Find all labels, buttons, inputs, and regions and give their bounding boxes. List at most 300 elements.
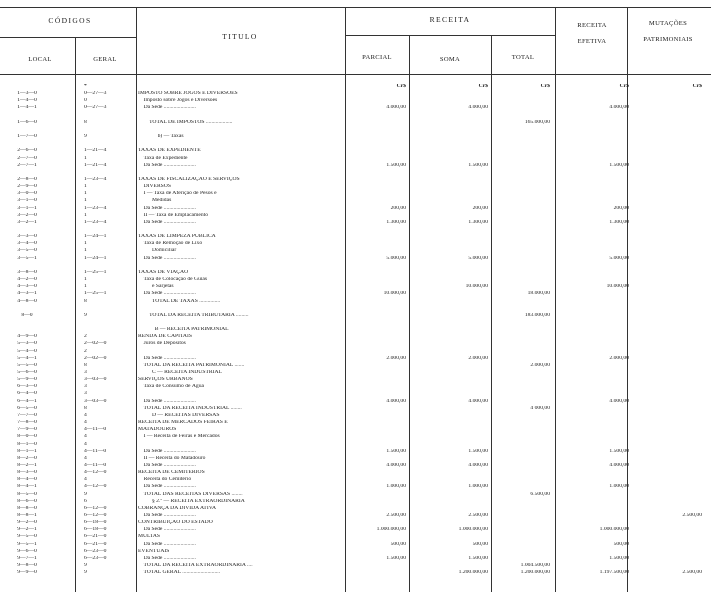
cell-efetiva: 1.500,00: [609, 555, 629, 561]
cell-titulo: RENDA DE CAPITAIS: [138, 334, 192, 340]
cell-local: 3—0—0: [17, 191, 37, 197]
header-soma: SOMA: [439, 56, 461, 63]
cell-titulo: TOTAL DA RECEITA TRIBUTARIA .........: [138, 312, 249, 318]
cell-geral: 0—27—3: [84, 105, 107, 111]
cell-titulo: TOTAL DA RECEITA PATRIMONIAL .......: [138, 362, 245, 368]
cell-efetiva: 4.000,00: [609, 105, 629, 111]
cell-geral: 6—23—0: [84, 548, 107, 554]
table-row: [0, 549, 711, 555]
cell-geral: 8: [84, 119, 87, 125]
cell-total: 1.004.500,00: [520, 563, 550, 569]
cell-local: 8—5—0: [17, 491, 37, 497]
cell-local: 8—2—0: [17, 455, 37, 461]
cell-titulo: Taxa de Colocação de Guias: [138, 277, 208, 283]
table-row: [0, 313, 711, 319]
cell-efetiva: 200,00: [613, 205, 629, 211]
cell-local: 9—2—0: [17, 520, 37, 526]
cell-total: Cr$: [540, 84, 550, 89]
cell-total: 2.000,00: [530, 362, 550, 368]
cell-parcial: 4.000,00: [386, 398, 406, 404]
table-row: [0, 184, 711, 190]
cell-geral: 3—03—0: [84, 377, 107, 383]
cell-parcial: 4.000,00: [386, 105, 406, 111]
table-row: [0, 449, 711, 455]
cell-titulo: Da Sede .......................: [138, 105, 196, 111]
cell-titulo: DIVERSOS: [138, 184, 171, 190]
cell-titulo: TOTAL GERAL ...........................: [138, 570, 221, 576]
table-row: [0, 306, 711, 312]
cell-local: 9—6—0: [17, 548, 37, 554]
cell-geral: 0—27—3: [84, 91, 107, 97]
cell-parcial: 1.500,00: [386, 162, 406, 168]
cell-local: 4—3—1: [17, 291, 37, 297]
cell-geral: 1—23—4: [84, 205, 107, 211]
table-row: [0, 506, 711, 512]
cell-geral: 3: [84, 391, 87, 397]
table-row: [0, 227, 711, 233]
cell-efetiva: 10.000,00: [606, 284, 629, 290]
table-row: [0, 284, 711, 290]
cell-local: 5—5—0: [17, 362, 37, 368]
cell-geral: 4: [84, 477, 87, 483]
cell-geral: 1—23—4: [84, 176, 107, 182]
cell-geral: 6—18—0: [84, 520, 107, 526]
cell-titulo: II — Taxa de Emplacamento: [138, 212, 209, 218]
cell-geral: 6: [84, 498, 87, 504]
table-row: [0, 484, 711, 490]
cell-geral: 4: [84, 455, 87, 461]
cell-parcial: 1.300,00: [386, 219, 406, 225]
cell-efetiva: Cr$: [619, 84, 629, 89]
cell-geral: 1: [84, 212, 87, 218]
cell-parcial: 500,00: [390, 541, 406, 547]
cell-local: 9—9—0: [17, 570, 37, 576]
table-row: [0, 427, 711, 433]
cell-geral: 4: [84, 420, 87, 426]
header-geral: GERAL: [93, 56, 117, 63]
cell-soma: 4.000,00: [468, 462, 488, 468]
header-bottom-rule: [0, 74, 711, 75]
cell-soma: 2.500,00: [468, 513, 488, 518]
cell-local: 8—8—0: [17, 505, 37, 511]
cell-local: 5—4—1: [17, 355, 37, 361]
cell-local: 1—4—0: [17, 98, 37, 104]
cell-titulo: e Sarjetas: [138, 284, 174, 290]
cell-soma: 500,00: [472, 541, 488, 547]
cell-titulo: TOTAL DA RECEITA INDUSTRIAL ........: [138, 405, 242, 411]
table-row: [0, 399, 711, 405]
cell-local: 1—3—0: [17, 91, 37, 97]
table-row: [0, 177, 711, 183]
cell-geral: 8: [84, 362, 87, 368]
cell-titulo: Da Sede .......................: [138, 355, 196, 361]
header-parcial: PARCIAL: [362, 54, 392, 61]
cell-geral: 6—21—0: [84, 541, 107, 547]
cell-geral: 1: [84, 248, 87, 254]
cell-soma: Cr$: [478, 84, 488, 89]
cell-titulo: Taxa de Remoção de Lixo: [138, 241, 203, 247]
cell-local: 1—4—1: [17, 105, 37, 111]
cell-mutacoes: 2.500,00: [682, 570, 702, 576]
cell-titulo: COBRANÇA DA DIVIDA ATIVA: [138, 505, 217, 511]
cell-local: 2—7—0: [17, 155, 37, 161]
cell-geral: 6—12—0: [84, 505, 107, 511]
cell-parcial: 2.000,00: [386, 355, 406, 361]
cell-soma: 1.300,00: [468, 219, 488, 225]
cell-titulo: Da Sede .......................: [138, 448, 196, 454]
cell-efetiva: 500,00: [613, 541, 629, 547]
table-row: [0, 263, 711, 269]
cell-local: 3—4—0: [17, 241, 37, 247]
cell-geral: 1: [84, 155, 87, 161]
header-codigos: CÓDIGOS: [48, 16, 92, 25]
table-row: [0, 277, 711, 283]
table-row: [0, 134, 711, 140]
cell-geral: 1—25—1: [84, 269, 107, 275]
cell-geral: 2—02—0: [84, 355, 107, 361]
cell-titulo: MATADOUROS: [138, 427, 177, 433]
cell-local: 5—6—0: [17, 370, 37, 375]
cell-soma: 1.000.000,00: [458, 527, 488, 533]
cell-titulo: MULTAS: [138, 534, 161, 540]
cell-efetiva: 1.197.500,00: [599, 570, 629, 576]
cell-local: 5—3—0: [17, 341, 37, 347]
cell-titulo: Taxa de Consumo de Água: [138, 384, 204, 390]
cell-efetiva: 1.500,00: [609, 448, 629, 454]
cell-local: 7—8—0: [17, 420, 37, 426]
table-row: [0, 320, 711, 326]
cell-geral: 4: [84, 441, 87, 447]
cell-local: 9—5—1: [17, 541, 37, 547]
cell-geral: 1—24—1: [84, 234, 107, 240]
table-row: [0, 349, 711, 355]
header-receita-efetiva-2: EFETIVA: [577, 38, 607, 45]
cell-local: 3—8—0: [17, 269, 37, 275]
table-row: [0, 220, 711, 226]
cell-geral: 9: [84, 570, 87, 576]
cell-local: 9—8—0: [17, 563, 37, 569]
cell-geral: 9: [84, 491, 87, 497]
cell-titulo: TAXAS DE EXPEDIENTE: [138, 148, 201, 154]
cell-titulo: Imposto sobre Jogos e Diversões: [138, 98, 218, 104]
cell-titulo: § 2.º — RECEITA EXTRAORDINÁRIA: [138, 498, 245, 504]
cell-efetiva: 1.500,00: [609, 162, 629, 168]
cell-parcial: 2.500,00: [386, 513, 406, 518]
table-row: [0, 492, 711, 498]
table-row: [0, 141, 711, 147]
table-row: [0, 413, 711, 419]
cell-parcial: 200,00: [390, 205, 406, 211]
cell-titulo: TOTAL DAS RECEITAS DIVERSAS ........: [138, 491, 243, 497]
cell-titulo: RECEITA DE CEMITÉRIOS: [138, 470, 205, 476]
cell-titulo: CONTRIBUIÇÃO DO ESTADO: [138, 520, 213, 526]
cell-efetiva: 2.000,00: [609, 355, 629, 361]
cell-local: 3—1—0: [17, 198, 37, 204]
cell-geral: 9: [84, 134, 87, 140]
cell-local: 6—4—1: [17, 398, 37, 404]
cell-geral: 6—12—0: [84, 513, 107, 518]
cell-titulo: TAXAS DE LIMPEZA PUBLICA: [138, 234, 216, 240]
table-row: [0, 241, 711, 247]
header-titulo: TITULO: [222, 32, 258, 41]
table-row: [0, 198, 711, 204]
cell-titulo: I — Taxa de Aferição de Pesos e: [138, 191, 217, 197]
cell-parcial: 1.000,00: [386, 484, 406, 490]
header-total: TOTAL: [511, 54, 535, 61]
cell-geral: 1—25—1: [84, 291, 107, 297]
cell-local: 5—4—0: [17, 348, 37, 354]
cell-total: 165.000,00: [524, 119, 550, 125]
cell-titulo: Receita do Cemitério: [138, 477, 192, 483]
cell-local: 3—5—0: [17, 248, 37, 254]
cell-total: 183.000,00: [524, 312, 550, 318]
cell-local: 6—4—0: [17, 391, 37, 397]
cell-efetiva: 1.000.000,00: [599, 527, 629, 533]
cell-local: 3—1—1: [17, 205, 37, 211]
cell-total: 18.000,00: [527, 291, 550, 297]
cell-local: 5—9—0: [17, 377, 37, 383]
cell-soma: 2.000,00: [468, 355, 488, 361]
cell-mutacoes: Cr$: [692, 84, 702, 89]
table-row: [0, 299, 711, 305]
cell-geral: 8: [84, 405, 87, 411]
cell-parcial: 4.000,00: [386, 462, 406, 468]
cell-geral: 1—24—1: [84, 255, 107, 261]
cell-local: 8—0: [21, 312, 33, 318]
table-row: [0, 442, 711, 448]
cell-local: 9—7—1: [17, 555, 37, 561]
cell-local: 8—1—1: [17, 448, 37, 454]
cell-titulo: EVENTUAIS: [138, 548, 170, 554]
cell-geral: 1—21—4: [84, 148, 107, 154]
cell-geral: 4: [84, 412, 87, 418]
header-receita-rule: [345, 35, 556, 36]
cell-titulo: Da Sede .......................: [138, 555, 196, 561]
cell-geral: 1: [84, 241, 87, 247]
cell-geral: 8: [84, 298, 87, 304]
header-local: LOCAL: [28, 56, 52, 63]
table-row: [0, 370, 711, 376]
cell-geral: 4—12—0: [84, 484, 107, 490]
cell-parcial: 1.500,00: [386, 448, 406, 454]
cell-titulo: Da Sede .......................: [138, 513, 196, 518]
cell-local: 8—4—1: [17, 484, 37, 490]
table-row: [0, 463, 711, 469]
cell-titulo: RECEITA DE MERCADOS FEIRAS E: [138, 420, 228, 426]
table-row: [0, 570, 711, 576]
cell-local: 7—7—0: [17, 412, 37, 418]
cell-soma: 4.000,00: [468, 398, 488, 404]
cell-total: 4 000,00: [530, 405, 550, 411]
cell-titulo: D — RECEITAS DIVERSAS: [138, 412, 220, 418]
cell-local: 4—8—0: [17, 298, 37, 304]
cell-local: 4—2—0: [17, 277, 37, 283]
cell-titulo: Da Sede .......................: [138, 398, 196, 404]
cell-titulo: Domiciliar: [138, 248, 177, 254]
cell-local: 8—2—1: [17, 462, 37, 468]
cell-geral: 3—03—0: [84, 398, 107, 404]
cell-geral: 3: [84, 370, 87, 375]
table-row: [0, 84, 711, 90]
table-row: [0, 520, 711, 526]
cell-titulo: TAXAS DE VIAÇÃO: [138, 269, 189, 275]
cell-geral: 1: [84, 198, 87, 204]
table-row: [0, 434, 711, 440]
table-row: [0, 391, 711, 397]
table-row: [0, 163, 711, 169]
cell-local: 4—3—0: [17, 284, 37, 290]
table-row: [0, 556, 711, 562]
cell-soma: 1.500,00: [468, 448, 488, 454]
cell-geral: 6—23—0: [84, 555, 107, 561]
cell-geral: 3: [84, 384, 87, 390]
cell-geral: 2: [84, 348, 87, 354]
cell-local: 4—9—0: [17, 334, 37, 340]
table-row: [0, 356, 711, 362]
cell-soma: 1.500,00: [468, 555, 488, 561]
table-row: [0, 377, 711, 383]
cell-titulo: Medidas: [138, 198, 172, 204]
cell-geral: 9: [84, 563, 87, 569]
cell-titulo: IMPOSTO SOBRE JOGOS E DIVERSOES: [138, 91, 238, 97]
cell-local: 2—8—0: [17, 176, 37, 182]
cell-local: 6—3—0: [17, 384, 37, 390]
table-row: [0, 105, 711, 111]
cell-local: 3—2—0: [17, 212, 37, 218]
cell-geral: 1: [84, 277, 87, 283]
cell-titulo: TOTAL DA RECEITA EXTRAORDINÁRIA ....: [138, 563, 253, 569]
cell-parcial: Cr$: [396, 84, 406, 89]
table-row: [0, 534, 711, 540]
cell-titulo: TAXAS DE FISCALIZAÇÃO E SERVIÇOS: [138, 176, 240, 182]
cell-parcial: 1.500,00: [386, 555, 406, 561]
table-row: [0, 156, 711, 162]
cell-parcial: 10.000,00: [383, 291, 406, 297]
table-row: [0, 420, 711, 426]
cell-local: 7—9—0: [17, 427, 37, 433]
table-row: [0, 499, 711, 505]
cell-titulo: TOTAL DE IMPOSTOS ...................: [138, 119, 233, 125]
table-row: [0, 148, 711, 154]
cell-local: 3—3—0: [17, 234, 37, 240]
table-row: [0, 206, 711, 212]
table-row: [0, 127, 711, 133]
cell-efetiva: 1.000,00: [609, 484, 629, 490]
cell-titulo: b) — Taxas: [138, 134, 184, 140]
table-row: [0, 270, 711, 276]
cell-titulo: Da Sede .......................: [138, 291, 196, 297]
table-row: [0, 113, 711, 119]
cell-local: 3—2—1: [17, 219, 37, 225]
table-row: [0, 120, 711, 126]
cell-titulo: I — Receita de Feiras e Mercados: [138, 434, 220, 440]
cell-soma: 1.000,00: [468, 484, 488, 490]
cell-geral: 4: [84, 434, 87, 440]
cell-soma: 4.000,00: [468, 105, 488, 111]
cell-local: 8—8—1: [17, 513, 37, 518]
table-row: [0, 456, 711, 462]
cell-titulo: Da Sede .......................: [138, 162, 196, 168]
header-codigos-rule: [0, 37, 136, 38]
table-row: [0, 477, 711, 483]
table-row: [0, 191, 711, 197]
table-row: [0, 470, 711, 476]
cell-local: 2—6—0: [17, 148, 37, 154]
cell-geral: 1—23—4: [84, 219, 107, 225]
cell-geral: 4—12—0: [84, 470, 107, 476]
cell-total: 6.500,00: [530, 491, 550, 497]
cell-geral: 2—02—0: [84, 341, 107, 347]
cell-local: 9—2—1: [17, 527, 37, 533]
table-row: [0, 291, 711, 297]
cell-local: 2—9—0: [17, 184, 37, 190]
cell-geral: *: [84, 84, 87, 89]
table-row: [0, 563, 711, 569]
cell-geral: 1: [84, 191, 87, 197]
table-row: [0, 542, 711, 548]
cell-titulo: II — Receita do Matadouro: [138, 455, 206, 461]
cell-efetiva: 4.000,00: [609, 462, 629, 468]
cell-local: 2—7—1: [17, 162, 37, 168]
cell-local: 1—6—0: [17, 119, 37, 125]
cell-soma: 10.000,00: [465, 284, 488, 290]
table-row: [0, 248, 711, 254]
table-row: [0, 527, 711, 533]
table-row: [0, 334, 711, 340]
cell-local: 8—0—0: [17, 434, 37, 440]
cell-titulo: C — RECEITA INDUSTRIAL: [138, 370, 222, 375]
cell-total: 1.200.000,00: [520, 570, 550, 576]
cell-geral: 1—21—4: [84, 162, 107, 168]
cell-titulo: Da Sede .......................: [138, 219, 196, 225]
table-row: [0, 341, 711, 347]
cell-geral: 6—21—0: [84, 534, 107, 540]
cell-local: 9—5—0: [17, 534, 37, 540]
cell-efetiva: 1.300,00: [609, 219, 629, 225]
table-row: [0, 363, 711, 369]
cell-local: 6—5—0: [17, 405, 37, 411]
cell-geral: 1: [84, 284, 87, 290]
cell-geral: 0: [84, 98, 87, 104]
table-row: [0, 234, 711, 240]
header-mutacoes-2: PATRIMONIAIS: [643, 36, 693, 43]
cell-titulo: Taxa de Expediente: [138, 155, 188, 161]
table-row: [0, 98, 711, 104]
cell-titulo: Da Sede .......................: [138, 541, 196, 547]
cell-titulo: Da Sede .......................: [138, 255, 196, 261]
cell-parcial: 1.000.000,00: [376, 527, 406, 533]
cell-local: 8—6—0: [17, 498, 37, 504]
cell-mutacoes: 2.500,00: [682, 513, 702, 518]
cell-titulo: Da Sede .......................: [138, 205, 196, 211]
cell-geral: 9: [84, 312, 87, 318]
cell-geral: 4—11—0: [84, 427, 107, 433]
cell-efetiva: 5.000,00: [609, 255, 629, 261]
table-row: [0, 406, 711, 412]
cell-local: 1—7—0: [17, 134, 37, 140]
cell-geral: 2: [84, 334, 87, 340]
cell-parcial: 5.000,00: [386, 255, 406, 261]
cell-efetiva: 4.000,00: [609, 398, 629, 404]
cell-local: 8—4—0: [17, 477, 37, 483]
cell-titulo: Juros de Depósitos: [138, 341, 186, 347]
cell-titulo: Da Sede .......................: [138, 527, 196, 533]
cell-soma: 200,00: [472, 205, 488, 211]
header-receita-efetiva-1: RECEITA: [577, 22, 607, 29]
header-receita: RECEITA: [429, 15, 471, 24]
cell-local: 8—1—0: [17, 441, 37, 447]
cell-soma: 1.500,00: [468, 162, 488, 168]
